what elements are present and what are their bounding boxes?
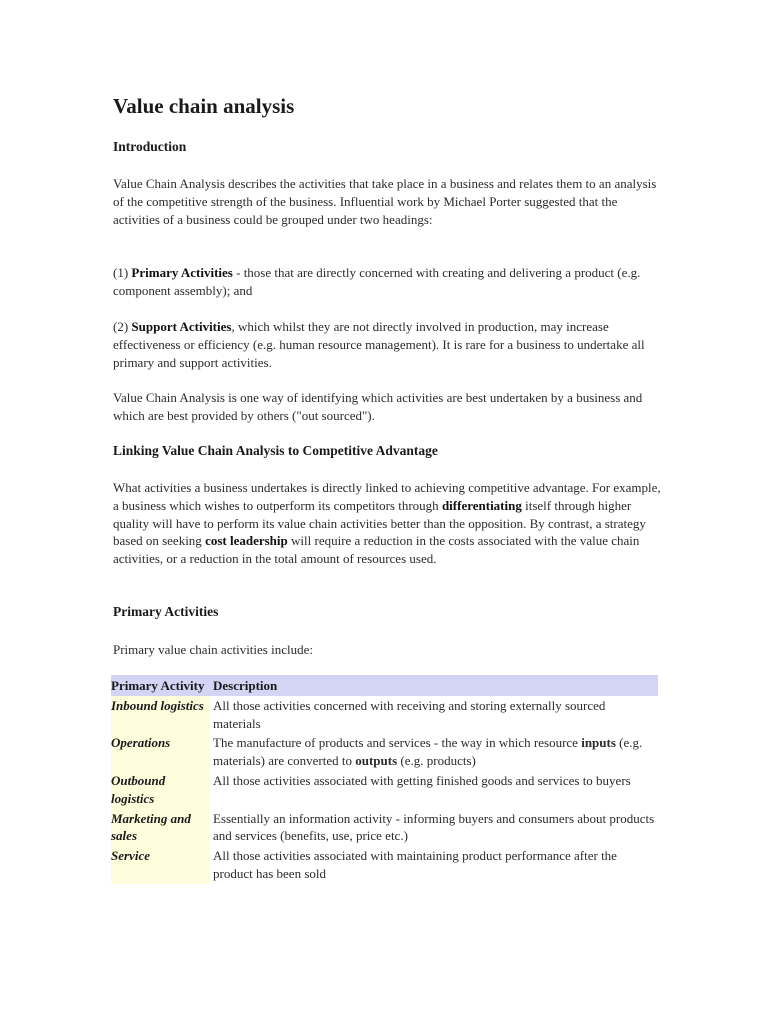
- primary-activities-intro: Primary value chain activities include:: [113, 642, 313, 657]
- column-header-description: Description: [209, 675, 658, 696]
- operations-desc-2: (e.g. materials) are converted to: [213, 735, 643, 769]
- linking-text-3: will require a reduction in the costs associated with the value chain activities, or a reduction in the total amount of resources used.: [113, 533, 640, 567]
- support-activities-term: Support Activities: [131, 319, 232, 334]
- intro-paragraph-support-rest: , which whilst they are not directly involved in production, may increase effectiveness or efficiency (e.g. human resource management). It is rare for a business to undertake all primary and support activities.: [113, 319, 645, 370]
- table-row: [111, 771, 658, 809]
- linking-text-1: What activities a business undertakes is directly linked to achieving competitive advantage. For example, a business which wishes to outperform its competitors through: [113, 480, 661, 513]
- activity-description: All those activities associated with maintaining product performance after the product has been sold: [213, 848, 617, 881]
- intro-paragraph-primary-prefix: (1): [113, 265, 132, 280]
- linking-paragraph: [113, 479, 661, 568]
- activity-description: [209, 733, 658, 771]
- intro-paragraph-support-prefix: (2): [113, 319, 132, 334]
- differentiating-term: differentiating: [441, 497, 522, 513]
- operations-desc-3: (e.g. products): [397, 753, 476, 769]
- linking-text-2: itself through higher quality will have to perform its value chain activities better than the opposition. By contrast, a strategy based on seeking: [113, 497, 646, 549]
- activity-description: Essentially an information activity - informing buyers and consumers about products and services (benefits, use, price etc.): [213, 810, 655, 844]
- cost-leadership-term: cost leadership: [205, 533, 288, 549]
- table-row: [111, 846, 658, 884]
- table-row: [111, 809, 658, 847]
- intro-paragraph-primary: [113, 264, 661, 300]
- intro-paragraph-1: Value Chain Analysis describes the activities that take place in a business and relates them to an analysis of the competitive strength of the business. Influential work by Michael Porter suggested that the activities of a business could be grouped under two headings:: [113, 176, 657, 227]
- activity-name: Marketing and sales: [111, 809, 209, 847]
- operations-desc-1: The manufacture of products and services - the way in which resource: [213, 735, 582, 751]
- page-title: Value chain analysis: [113, 94, 295, 118]
- table-row: [111, 733, 658, 771]
- primary-activities-table: [111, 675, 658, 884]
- inputs-term: inputs: [581, 735, 616, 751]
- column-header-primary-activity: Primary Activity: [111, 675, 209, 696]
- primary-activities-term: Primary Activities: [131, 265, 233, 280]
- table-row: [111, 696, 658, 734]
- activity-name: Outbound logistics: [111, 771, 209, 809]
- primary-activities-heading: Primary Activities: [113, 604, 219, 619]
- intro-paragraph-primary-rest: - those that are directly concerned with creating and delivering a product (e.g. component assembly); and: [113, 265, 641, 298]
- table-header-row: [111, 675, 658, 696]
- activity-name: Operations: [111, 733, 209, 771]
- linking-heading: Linking Value Chain Analysis to Competitive Advantage: [113, 443, 438, 458]
- introduction-heading: Introduction: [113, 139, 187, 154]
- activity-description: All those activities concerned with receiving and storing externally sourced materials: [213, 697, 606, 731]
- outputs-term: outputs: [355, 753, 398, 769]
- activity-name: Service: [111, 846, 209, 884]
- intro-paragraph-4: Value Chain Analysis is one way of identifying which activities are best undertaken by a business and which are best provided by others ("out sourced").: [113, 390, 643, 423]
- activity-description: All those activities associated with getting finished goods and services to buyers: [213, 772, 631, 788]
- activity-name: Inbound logistics: [111, 696, 209, 734]
- intro-paragraph-support: [113, 318, 661, 371]
